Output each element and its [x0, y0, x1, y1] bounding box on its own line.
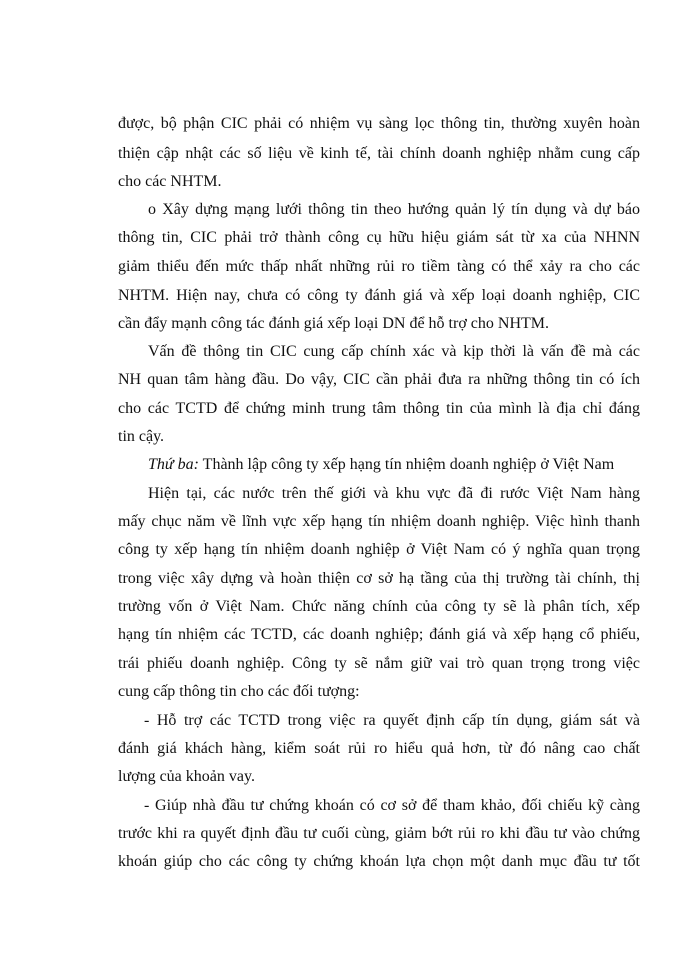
text-line: giảm thiểu đến mức thấp nhất những rủi ro tiềm tàng có thể xảy ra cho các — [118, 258, 640, 275]
text-line: trước khi ra quyết định đầu tư cuối cùng, giảm bớt rủi ro khi đầu tư vào chứng — [118, 825, 640, 842]
paragraph-line: Hiện tại, các nước trên thế giới và khu vực đã đi rước Việt Nam hàng — [148, 485, 640, 502]
text-line: trái phiếu doanh nghiệp. Công ty sẽ nắm giữ vai trò quan trọng trong việc — [118, 655, 640, 672]
text-line: khoán giúp cho các công ty chứng khoán lựa chọn một danh mục đầu tư tốt — [118, 853, 640, 870]
text-line: mấy chục năm về lĩnh vực xếp hạng tín nhiệm doanh nghiệp. Việc hình thanh — [118, 513, 640, 530]
text-line: NH quan tâm hàng đầu. Do vậy, CIC cần phải đưa ra những thông tin có ích — [118, 371, 640, 388]
bullet-paragraph-line: o Xây dựng mạng lưới thông tin theo hướng quản lý tín dụng và dự báo — [148, 201, 640, 218]
text-line: được, bộ phận CIC phải có nhiệm vụ sàng lọc thông tin, thường xuyên hoàn — [118, 115, 640, 132]
text-line: lượng của khoản vay. — [118, 768, 255, 785]
text-line: trong việc xây dựng và hoàn thiện cơ sở hạ tầng của thị trường tài chính, thị — [118, 570, 640, 587]
text-line: công ty xếp hạng tín nhiệm doanh nghiệp ở Việt Nam có ý nghĩa quan trọng — [118, 541, 640, 558]
section-title: Thành lập công ty xếp hạng tín nhiệm doanh nghiệp ở Việt Nam — [198, 456, 615, 473]
dash-item-line: - Hỗ trợ các TCTD trong việc ra quyết định cấp tín dụng, giám sát và — [144, 712, 640, 729]
section-label: Thứ ba: — [148, 456, 199, 473]
text-line: đánh giá khách hàng, kiểm soát rủi ro hiểu quả hơn, từ đó nâng cao chất — [118, 740, 640, 757]
dash-item-line: - Giúp nhà đầu tư chứng khoán có cơ sở để tham khảo, đối chiếu kỹ càng — [144, 797, 640, 814]
text-line: cho các NHTM. — [118, 173, 222, 190]
text-line: cần đẩy mạnh công tác đánh giá xếp loại DN để hỗ trợ cho NHTM. — [118, 315, 549, 332]
text-line: thiện cập nhật các số liệu về kinh tế, tài chính doanh nghiệp nhằm cung cấp — [118, 145, 640, 162]
section-heading — [148, 455, 640, 475]
text-line: tin cậy. — [118, 428, 165, 445]
text-line: thông tin, CIC phải trở thành công cụ hữu hiệu giám sát từ xa của NHNN — [118, 229, 640, 246]
text-line: hạng tín nhiệm các TCTD, các doanh nghiệp; đánh giá và xếp hạng cổ phiếu, — [118, 626, 640, 643]
text-line: cho các TCTD để chứng minh trung tâm thông tin của mình là địa chỉ đáng — [118, 400, 640, 417]
text-line: cung cấp thông tin cho các đối tượng: — [118, 683, 360, 700]
text-line: trường vốn ở Việt Nam. Chức năng chính của công ty sẽ là phân tích, xếp — [118, 598, 640, 615]
text-line: NHTM. Hiện nay, chưa có công ty đánh giá và xếp loại doanh nghiệp, CIC — [118, 287, 640, 304]
paragraph-line: Vấn đề thông tin CIC cung cấp chính xác và kịp thời là vấn đề mà các — [148, 343, 640, 360]
